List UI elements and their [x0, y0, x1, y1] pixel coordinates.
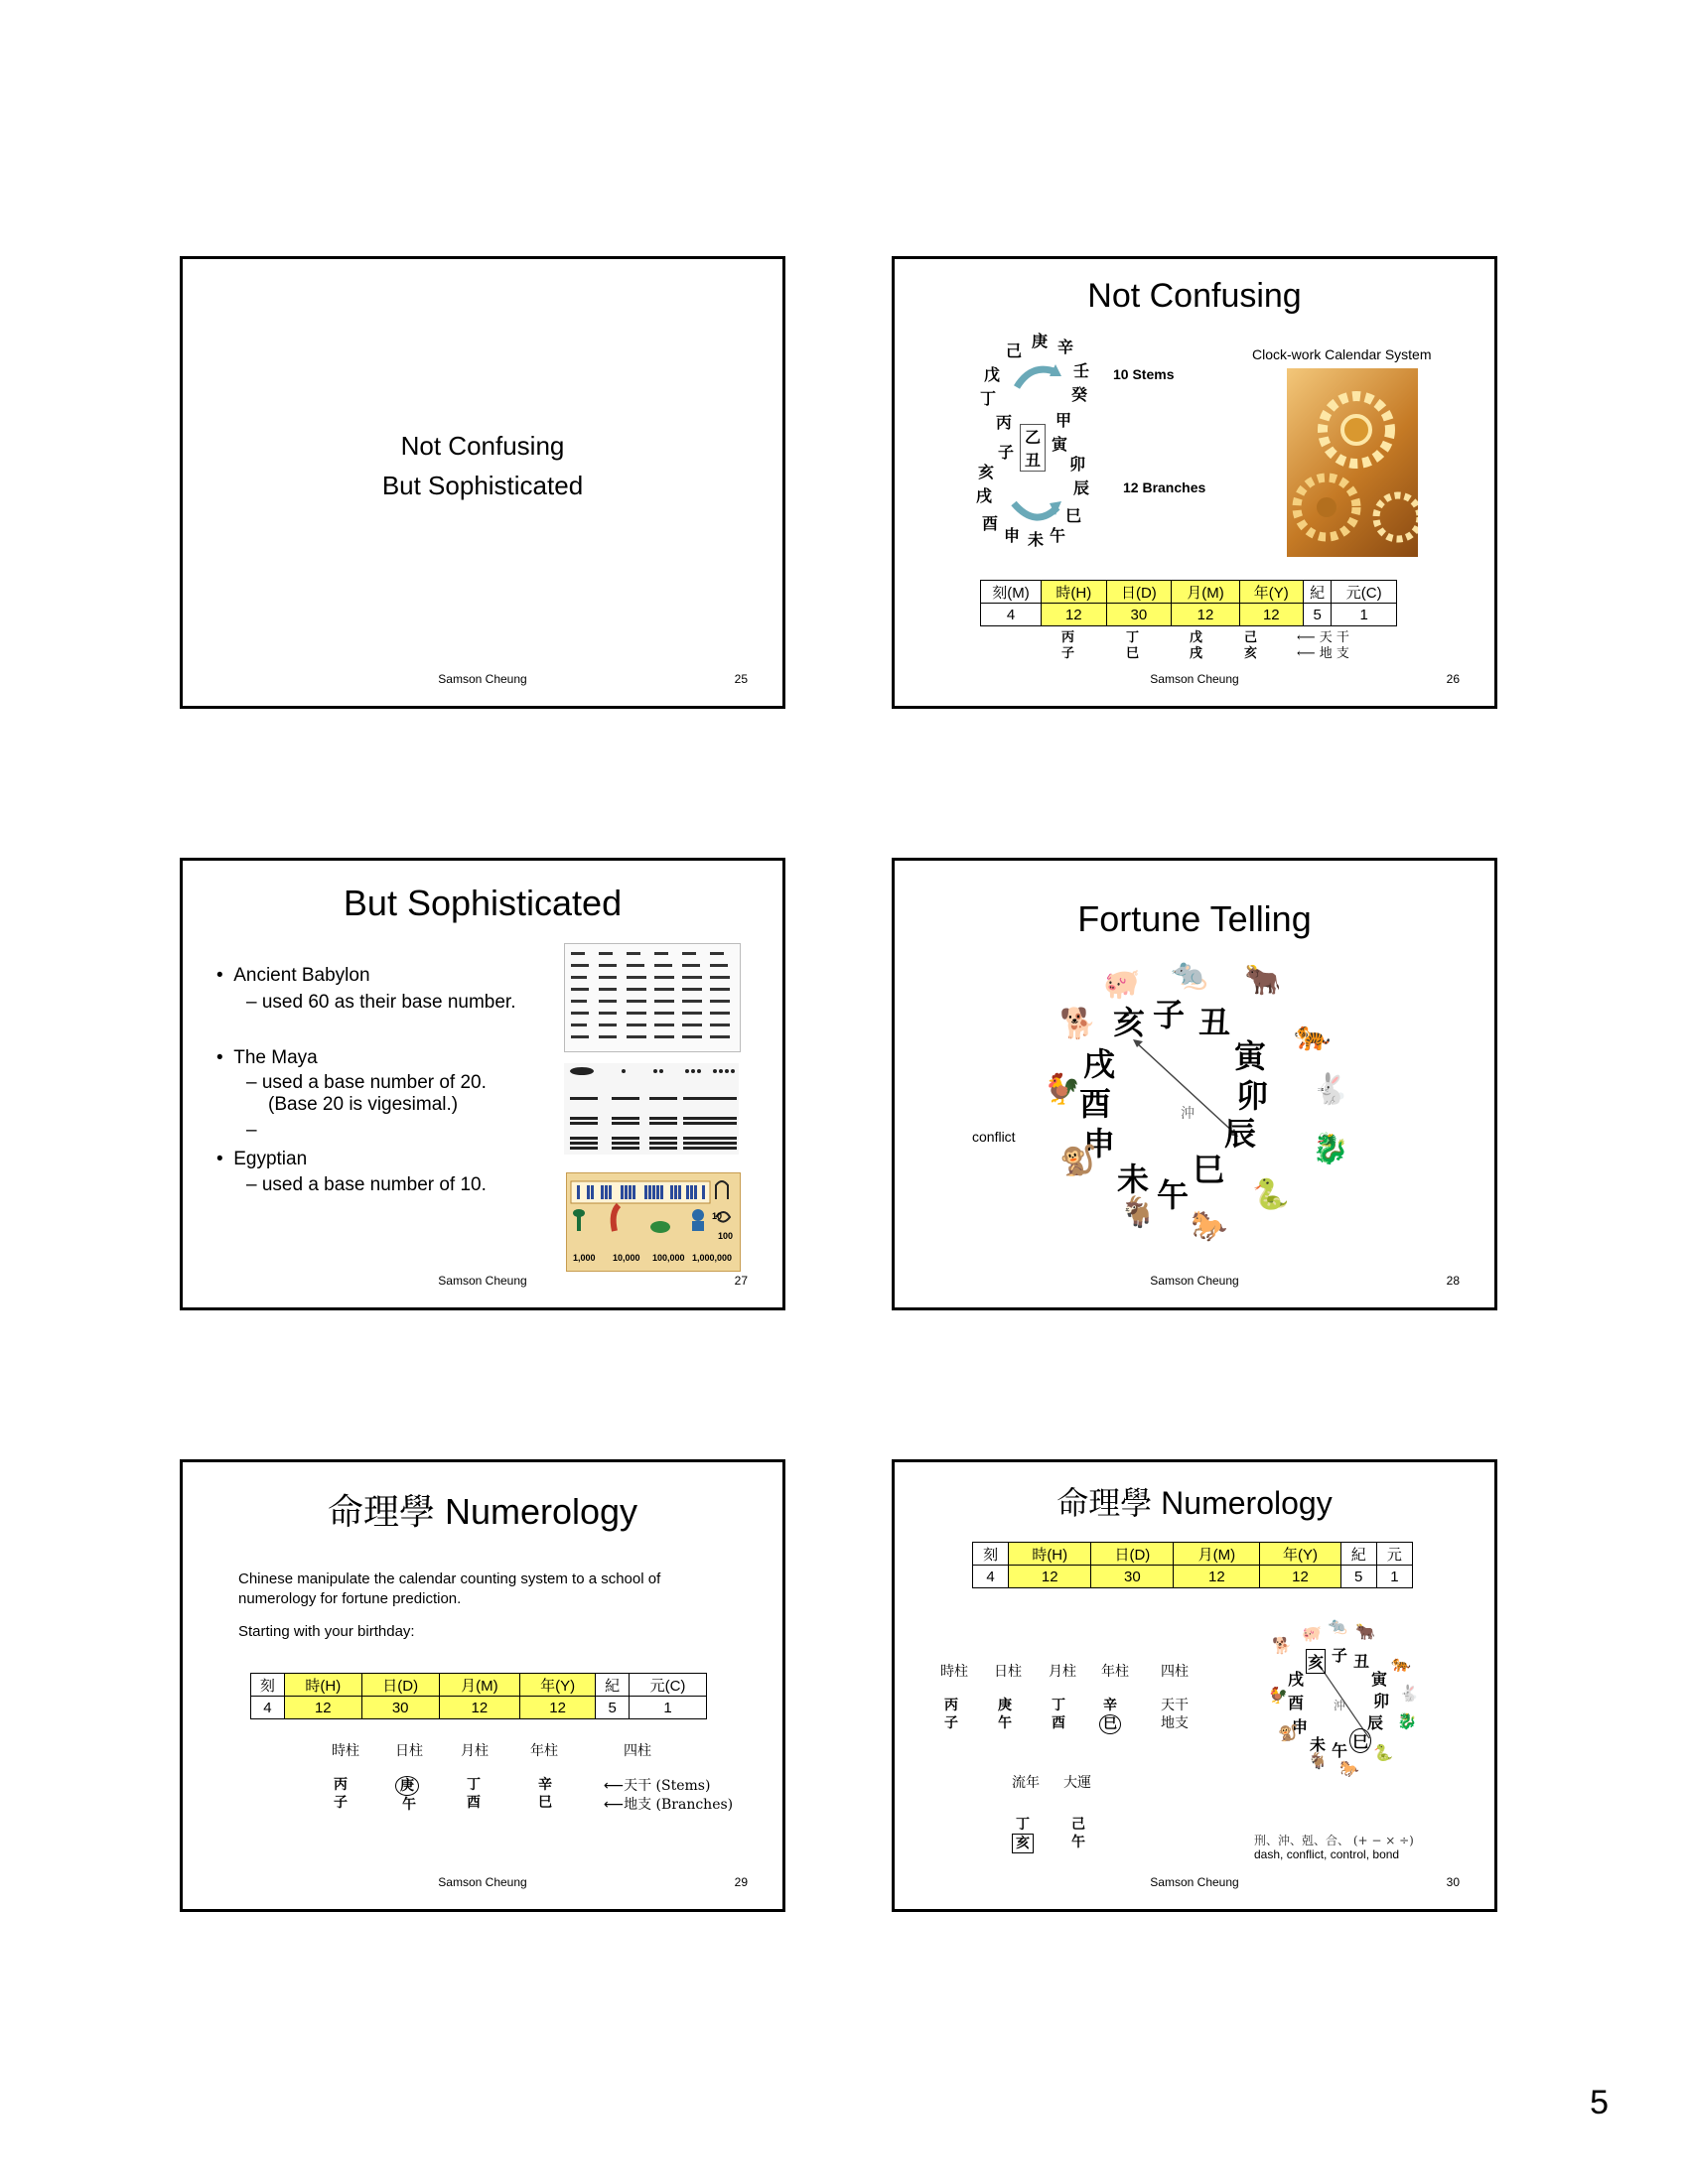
zodiac-branch: 未 — [1117, 1160, 1150, 1198]
slide-heading-line1: Not Confusing — [400, 431, 565, 461]
table-header: 月(M) — [439, 1674, 519, 1697]
ring-branch: 酉 — [982, 514, 999, 533]
table-cell: 1 — [1376, 1566, 1412, 1588]
monkey-icon: 🐒 — [1278, 1725, 1298, 1742]
slide-number: 29 — [734, 1875, 748, 1889]
stems-branches-ring — [974, 329, 1103, 557]
table-cell: 5 — [1340, 1566, 1376, 1588]
day-master-circled: 庚 — [395, 1776, 419, 1796]
slide-27 — [180, 858, 785, 1310]
sub-bullet: – used a base number of 20. — [246, 1072, 487, 1093]
zodiac-branch: 辰 — [1367, 1713, 1384, 1732]
bullet-text: The Maya — [233, 1047, 318, 1068]
table-cell: 30 — [1106, 604, 1172, 626]
pillar-stem: 庚 — [998, 1698, 1012, 1713]
cuneiform-grid-icon — [565, 944, 740, 1051]
pillar-header: 月柱 — [461, 1743, 489, 1759]
ring-branch: 戌 — [976, 486, 993, 505]
bullet-egyptian: • Egyptian — [216, 1149, 308, 1169]
ring-stem: 辛 — [1057, 338, 1074, 356]
calendar-table — [972, 1542, 1413, 1588]
pillar-stem: 辛 — [1103, 1698, 1117, 1713]
center-branch: 丑 — [1024, 451, 1041, 470]
annual-branch-boxed: 亥 — [1012, 1834, 1034, 1853]
pillar-branch: 午 — [402, 1797, 416, 1813]
horse-icon: 🐎 — [1191, 1210, 1228, 1243]
zodiac-branch: 寅 — [1371, 1670, 1388, 1689]
pillar-year — [1103, 1697, 1121, 1734]
table-header: 紀 — [596, 1674, 630, 1697]
ring-stem: 庚 — [1032, 332, 1049, 350]
pillar-header: 四柱 — [1161, 1664, 1189, 1680]
zodiac-branch: 子 — [1153, 996, 1186, 1033]
ring-stem: 癸 — [1071, 385, 1088, 404]
monkey-icon: 🐒 — [1059, 1145, 1097, 1177]
zodiac-branch: 辰 — [1224, 1115, 1257, 1153]
egypt-label: 100,000 — [652, 1253, 685, 1263]
egypt-top-label: 100 — [718, 1231, 734, 1241]
branches-label: 12 Branches — [1123, 479, 1206, 495]
slide-author: Samson Cheung — [438, 1274, 527, 1288]
zodiac-branch-boxed: 亥 — [1306, 1649, 1326, 1674]
hieroglyph-numerals-icon — [567, 1173, 740, 1233]
table-header: 月(M) — [1172, 581, 1240, 604]
zodiac-branch: 卯 — [1236, 1077, 1269, 1115]
zodiac-branch: 午 — [1332, 1741, 1348, 1760]
maya-bars-dots-icon — [564, 1063, 739, 1155]
pillar-month — [467, 1776, 481, 1812]
pillar-header: 年柱 — [530, 1743, 558, 1759]
ring-stem: 甲 — [1055, 411, 1072, 430]
maya-numerals-image — [564, 1063, 739, 1155]
zodiac-branch: 子 — [1332, 1646, 1348, 1665]
center-stem: 乙 — [1024, 428, 1041, 447]
table-cell: 12 — [1172, 604, 1240, 626]
table-cell: 12 — [1009, 1566, 1091, 1588]
pillar-hour — [1061, 630, 1074, 662]
pillar-header: 日柱 — [994, 1664, 1022, 1680]
table-header: 年(Y) — [1260, 1543, 1340, 1566]
slide-number: 26 — [1446, 672, 1460, 686]
slide-26 — [892, 256, 1497, 709]
slide-heading-line2: But Sophisticated — [381, 471, 584, 500]
legend-branches: 地支 (Branches) — [624, 1797, 734, 1813]
luck-header: 流年 — [1012, 1775, 1040, 1791]
slide-author: Samson Cheung — [1150, 1875, 1239, 1889]
zodiac-branch-circled: 巳 — [1349, 1728, 1371, 1753]
ring-stem: 己 — [1006, 341, 1023, 360]
sub-bullet: – used 60 as their base number. — [246, 992, 516, 1013]
slide-number: 30 — [1446, 1875, 1460, 1889]
table-cell: 5 — [596, 1697, 630, 1719]
clockwork-gears-image — [1287, 368, 1418, 557]
slide-author: Samson Cheung — [1150, 672, 1239, 686]
slide-30 — [892, 1459, 1497, 1912]
ring-branch: 寅 — [1052, 435, 1068, 454]
page-number: 5 — [1590, 2084, 1609, 2121]
table-header: 時(H) — [1042, 581, 1107, 604]
dragon-icon: 🐉 — [1397, 1713, 1417, 1730]
arrow-left-icon: ⟵ — [1297, 646, 1320, 661]
egypt-top-label: 10 — [712, 1211, 723, 1221]
table-cell: 5 — [1303, 604, 1332, 626]
pillar-stem: 丁 — [1126, 630, 1140, 645]
table-cell: 12 — [284, 1697, 361, 1719]
bullet-text: used a base number of 10. — [261, 1174, 487, 1195]
annual-luck — [1016, 1816, 1034, 1853]
pillar-hour — [334, 1776, 348, 1812]
slide-author: Samson Cheung — [438, 1875, 527, 1889]
snake-icon: 🐍 — [1373, 1745, 1393, 1762]
zodiac-branch: 寅 — [1234, 1037, 1267, 1075]
tiger-icon: 🐅 — [1294, 1020, 1332, 1052]
table-cell: 30 — [361, 1697, 439, 1719]
tiger-icon: 🐅 — [1391, 1656, 1411, 1673]
bullet-babylon: • Ancient Babylon — [216, 965, 370, 986]
arrow-left-icon: ⟵ — [604, 1777, 625, 1793]
gear-icon — [1287, 368, 1418, 557]
pillar-stem: 丁 — [467, 1777, 481, 1793]
egypt-label: 1,000 — [573, 1253, 596, 1263]
year-branch-circled: 巳 — [1099, 1714, 1121, 1734]
zodiac-branch: 戌 — [1288, 1670, 1305, 1689]
pillar-branch: 子 — [944, 1715, 958, 1731]
egyptian-numerals-image — [566, 1172, 741, 1272]
table-cell: 4 — [251, 1697, 285, 1719]
bullet-text: used 60 as their base number. — [261, 992, 516, 1013]
table-cell: 4 — [981, 604, 1042, 626]
zodiac-branch: 酉 — [1288, 1694, 1305, 1712]
pillar-stem: 丙 — [334, 1777, 348, 1793]
sub-bullet-empty: – — [246, 1120, 257, 1141]
pillar-stem: 丙 — [944, 1698, 958, 1713]
rotation-arrow-icon — [1010, 497, 1063, 527]
ox-icon: 🐂 — [1355, 1624, 1375, 1641]
stems-label: 10 Stems — [1113, 366, 1175, 382]
egypt-label: 10,000 — [613, 1253, 640, 1263]
pillar-stem: 辛 — [538, 1777, 552, 1793]
pillar-stem: 丁 — [1052, 1698, 1065, 1713]
pillar-header: 四柱 — [624, 1743, 651, 1759]
stem-branch-legend — [1297, 630, 1349, 662]
table-header: 紀 — [1303, 581, 1332, 604]
table-cell: 30 — [1091, 1566, 1174, 1588]
slide-28 — [892, 858, 1497, 1310]
rat-icon: 🐀 — [1328, 1618, 1347, 1635]
pillar-branch: 午 — [998, 1715, 1012, 1731]
snake-icon: 🐍 — [1252, 1178, 1290, 1211]
rabbit-icon: 🐇 — [1312, 1073, 1349, 1106]
pillar-branch: 巳 — [538, 1795, 552, 1811]
legend-stems: 天干 — [1161, 1698, 1189, 1713]
table-cell: 12 — [1042, 604, 1107, 626]
pillar-year — [1244, 630, 1257, 662]
table-cell: 12 — [439, 1697, 519, 1719]
ox-icon: 🐂 — [1244, 964, 1282, 997]
table-cell: 12 — [520, 1697, 596, 1719]
legend-branches: 地支 — [1161, 1715, 1189, 1731]
pillar-header: 時柱 — [940, 1664, 968, 1680]
rotation-arrow-icon — [1012, 362, 1061, 392]
pillar-branch: 子 — [334, 1795, 348, 1811]
table-header: 元(C) — [1332, 581, 1397, 604]
table-header: 元(C) — [630, 1674, 707, 1697]
pillar-month — [1190, 630, 1202, 662]
table-header: 時(H) — [1009, 1543, 1091, 1566]
calendar-table — [980, 580, 1397, 626]
ring-stem: 戊 — [984, 365, 1001, 384]
table-cell: 12 — [1239, 604, 1303, 626]
legend-stems: 天 干 — [1319, 630, 1349, 645]
goat-icon: 🐐 — [1308, 1753, 1328, 1770]
conflict-label: conflict — [972, 1129, 1016, 1145]
ring-branch: 亥 — [978, 463, 995, 481]
slide-title: Fortune Telling — [1077, 898, 1312, 939]
pig-icon: 🐖 — [1302, 1626, 1322, 1643]
relations-cn: 刑、沖、剋、合、 (+ − × ÷) — [1254, 1834, 1414, 1847]
slide-25 — [180, 256, 785, 709]
table-cell: 12 — [1260, 1566, 1340, 1588]
bullet-text: Egyptian — [233, 1149, 308, 1169]
dragon-icon: 🐉 — [1312, 1133, 1349, 1165]
ring-stem: 丁 — [980, 389, 997, 408]
calendar-table — [250, 1673, 707, 1719]
zodiac-branch: 午 — [1157, 1176, 1190, 1214]
legend-stems: 天干 (Stems) — [624, 1778, 711, 1794]
bullet-text: Ancient Babylon — [233, 965, 370, 986]
relations-en: dash, conflict, control, bond — [1254, 1847, 1400, 1861]
slide-title: 命理學 Numerology — [1056, 1485, 1333, 1521]
goat-icon: 🐐 — [1119, 1196, 1157, 1229]
pillar-stem: 丙 — [1061, 630, 1075, 645]
table-cell: 12 — [1174, 1566, 1260, 1588]
bullet-text: used a base number of 20. — [261, 1072, 487, 1093]
pillar-header: 時柱 — [332, 1743, 359, 1759]
clash-label: 沖 — [1334, 1699, 1346, 1712]
table-header: 元 — [1376, 1543, 1412, 1566]
table-header: 年(Y) — [1239, 581, 1303, 604]
egypt-label: 1,000,000 — [692, 1253, 733, 1263]
arrow-left-icon: ⟵ — [1297, 630, 1320, 645]
pillar-header: 年柱 — [1101, 1664, 1129, 1680]
slide-title: 命理學 Numerology — [327, 1491, 638, 1532]
pillar-branch: 戌 — [1190, 646, 1203, 661]
luck-stem: 丁 — [1016, 1817, 1030, 1833]
zodiac-branch: 亥 — [1113, 1004, 1146, 1041]
zodiac-branch: 戌 — [1083, 1045, 1116, 1083]
pillar-year — [538, 1776, 552, 1812]
intro-paragraph: Chinese manipulate the calendar counting system to a school of numerology for fortune prediction. — [238, 1570, 661, 1607]
pig-icon: 🐖 — [1103, 968, 1141, 1001]
zodiac-branch: 申 — [1083, 1125, 1116, 1162]
table-cell: 1 — [630, 1697, 707, 1719]
pillar-branch: 酉 — [1052, 1715, 1065, 1731]
zodiac-branch: 未 — [1310, 1735, 1327, 1754]
slide-title: But Sophisticated — [343, 883, 623, 923]
ring-branch: 未 — [1028, 530, 1045, 549]
center-box — [1020, 424, 1046, 472]
zodiac-branch: 酉 — [1079, 1085, 1112, 1123]
table-header: 紀 — [1340, 1543, 1376, 1566]
dog-icon: 🐕 — [1272, 1638, 1292, 1655]
legend-branches: 地 支 — [1319, 646, 1349, 661]
clock-caption: Clock-work Calendar System — [1252, 346, 1432, 362]
pillar-day — [399, 1776, 419, 1814]
slide-29 — [180, 1459, 785, 1912]
horse-icon: 🐎 — [1339, 1761, 1359, 1778]
babylonian-numerals-image — [564, 943, 741, 1052]
table-cell: 1 — [1332, 604, 1397, 626]
pillar-branch: 巳 — [1126, 646, 1140, 661]
slide-author: Samson Cheung — [1150, 1274, 1239, 1288]
table-header: 日(D) — [1106, 581, 1172, 604]
slide-number: 28 — [1446, 1274, 1460, 1288]
table-header: 刻(M) — [981, 581, 1042, 604]
luck-stem: 己 — [1071, 1817, 1085, 1833]
pillar-day — [1126, 630, 1139, 662]
ring-branch: 午 — [1050, 526, 1066, 545]
table-header: 時(H) — [284, 1674, 361, 1697]
pillar-branch: 亥 — [1244, 646, 1258, 661]
table-header: 年(Y) — [520, 1674, 596, 1697]
dog-icon: 🐕 — [1059, 1008, 1097, 1040]
table-header: 月(M) — [1174, 1543, 1260, 1566]
ring-branch: 辰 — [1073, 478, 1090, 497]
stem-branch-legend — [1161, 1697, 1189, 1732]
rabbit-icon: 🐇 — [1399, 1686, 1419, 1703]
pillar-day — [998, 1697, 1012, 1732]
zodiac-branch: 卯 — [1373, 1692, 1390, 1710]
clash-label: 沖 — [1181, 1106, 1195, 1122]
luck-branch: 午 — [1071, 1835, 1085, 1850]
stem-branch-legend — [604, 1776, 733, 1814]
ring-stem: 壬 — [1073, 361, 1090, 380]
rooster-icon: 🐓 — [1268, 1688, 1288, 1705]
slide-author: Samson Cheung — [438, 672, 527, 686]
pillar-branch: 酉 — [467, 1795, 481, 1811]
table-header: 日(D) — [1091, 1543, 1174, 1566]
pillar-stem: 己 — [1244, 630, 1258, 645]
birthday-prompt: Starting with your birthday: — [238, 1623, 415, 1640]
ring-branch: 卯 — [1069, 455, 1086, 474]
arrow-left-icon: ⟵ — [604, 1796, 625, 1812]
table-header: 刻 — [251, 1674, 285, 1697]
ring-stem: 丙 — [996, 413, 1013, 432]
pillar-stem: 戊 — [1190, 630, 1203, 645]
pillar-header: 日柱 — [395, 1743, 423, 1759]
zodiac-branch: 丑 — [1198, 1004, 1231, 1041]
zodiac-branch: 申 — [1292, 1717, 1309, 1736]
pillar-hour — [944, 1697, 958, 1732]
bullet-maya: • The Maya — [216, 1047, 318, 1068]
sub-bullet-continued: (Base 20 is vigesimal.) — [268, 1094, 459, 1115]
slide-number: 25 — [734, 672, 748, 686]
table-header: 刻 — [973, 1543, 1009, 1566]
slide-number: 27 — [734, 1274, 748, 1288]
rooster-icon: 🐓 — [1044, 1073, 1081, 1106]
decade-luck — [1071, 1816, 1085, 1851]
slide-title: Not Confusing — [1087, 277, 1302, 315]
pillar-branch: 子 — [1061, 646, 1075, 661]
pillar-month — [1052, 1697, 1065, 1732]
zodiac-branch: 丑 — [1353, 1652, 1370, 1671]
rat-icon: 🐀 — [1171, 958, 1208, 991]
table-header: 日(D) — [361, 1674, 439, 1697]
ring-branch: 巳 — [1065, 506, 1082, 525]
pillar-header: 月柱 — [1049, 1664, 1076, 1680]
luck-header: 大運 — [1063, 1775, 1091, 1791]
table-cell: 4 — [973, 1566, 1009, 1588]
ring-branch: 子 — [998, 443, 1015, 462]
zodiac-branch: 巳 — [1193, 1151, 1225, 1188]
sub-bullet: – used a base number of 10. — [246, 1174, 487, 1195]
ring-branch: 申 — [1004, 526, 1021, 545]
